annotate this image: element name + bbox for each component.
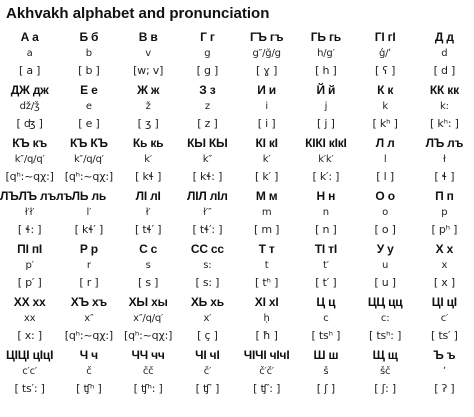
letter-cell: ЧЧ чч bbox=[131, 348, 165, 362]
transliteration-cell: l bbox=[383, 154, 387, 165]
ipa-cell: [ l ] bbox=[376, 170, 394, 183]
ipa-cell: [ d ] bbox=[433, 64, 456, 77]
transliteration-cell: čč bbox=[142, 366, 154, 377]
letter-cell: ЦIЦI цIцI bbox=[6, 348, 54, 362]
letter-cell: Ц ц bbox=[316, 295, 336, 309]
letter-cell: Ж ж bbox=[137, 83, 160, 97]
transliteration-cell: c bbox=[323, 313, 329, 324]
transliteration-cell: x bbox=[441, 260, 448, 271]
transliteration-cell: c′ bbox=[440, 313, 449, 324]
transliteration-cell: xx bbox=[23, 313, 36, 324]
ipa-cell: [ x: ] bbox=[17, 329, 42, 342]
transliteration-cell: k: bbox=[439, 101, 449, 112]
transliteration-cell: k′k′ bbox=[318, 154, 334, 165]
letter-cell: КЪ къ bbox=[12, 136, 48, 150]
translit-line bbox=[0, 99, 474, 115]
transliteration-cell: ł′ł′ bbox=[24, 207, 35, 218]
ipa-cell: [ a ] bbox=[18, 64, 41, 77]
transliteration-cell: c′c′ bbox=[22, 366, 37, 377]
letter-cell: КЪ КЪ bbox=[69, 136, 108, 150]
transliteration-cell: x′ bbox=[203, 313, 212, 324]
ipa-line bbox=[0, 221, 474, 239]
alphabet-row bbox=[0, 294, 474, 347]
ipa-cell: [ tɬ′: ] bbox=[192, 223, 223, 236]
letter-cell: Ч ч bbox=[79, 348, 98, 362]
transliteration-cell: ł′ bbox=[145, 207, 151, 218]
ipa-cell: [ i ] bbox=[257, 117, 276, 130]
letter-cell: Х х bbox=[435, 242, 454, 256]
letter-cell: Е е bbox=[80, 83, 98, 97]
letter-line bbox=[0, 82, 474, 99]
ipa-cell: [ kɬ: ] bbox=[192, 170, 223, 183]
letter-cell: КЫ КЫ bbox=[187, 136, 228, 150]
letter-line bbox=[0, 294, 474, 311]
ipa-cell: [ n ] bbox=[315, 223, 337, 236]
ipa-line bbox=[0, 327, 474, 345]
translit-line bbox=[0, 46, 474, 62]
transliteration-cell: e bbox=[85, 101, 92, 112]
ipa-cell: [ k′: ] bbox=[312, 170, 340, 183]
ipa-cell: [ ħ ] bbox=[255, 329, 278, 342]
letter-cell: ХЫ хы bbox=[128, 295, 168, 309]
letter-cell: Ъ ъ bbox=[433, 348, 456, 362]
letter-cell: М м bbox=[255, 189, 278, 203]
alphabet-row bbox=[0, 135, 474, 188]
ipa-cell: [ k′ ] bbox=[255, 170, 279, 183]
transliteration-cell: ǵ/ʿ bbox=[379, 48, 392, 59]
ipa-cell: [ kɬ′ ] bbox=[74, 223, 104, 236]
transliteration-cell: x″ bbox=[84, 313, 94, 324]
letter-cell: А а bbox=[20, 30, 39, 44]
ipa-cell: [ pʰ ] bbox=[431, 223, 458, 236]
transliteration-cell: k bbox=[382, 101, 388, 112]
letter-cell: К к bbox=[377, 83, 394, 97]
letter-cell: ЛЪЛЪ лълъ bbox=[0, 189, 72, 203]
transliteration-cell: j bbox=[324, 101, 328, 112]
ipa-cell: [ kɬ ] bbox=[135, 170, 162, 183]
letter-cell: Т т bbox=[258, 242, 275, 256]
translit-line bbox=[0, 152, 474, 168]
transliteration-cell: p′ bbox=[25, 260, 34, 271]
transliteration-cell: n bbox=[322, 207, 329, 218]
letter-cell: ГЪ гъ bbox=[249, 30, 284, 44]
transliteration-cell: k″/q/q′ bbox=[14, 154, 45, 165]
transliteration-cell: k″ bbox=[202, 154, 212, 165]
transliteration-cell: x″/q/q′ bbox=[133, 313, 164, 324]
letter-cell: ПI пI bbox=[17, 242, 43, 256]
transliteration-cell: v bbox=[145, 48, 151, 59]
letter-cell: З з bbox=[199, 83, 216, 97]
ipa-cell: [ ɣ ] bbox=[256, 64, 278, 77]
transliteration-cell: c: bbox=[380, 313, 390, 324]
transliteration-cell: z bbox=[204, 101, 210, 112]
letter-cell: С с bbox=[139, 242, 158, 256]
ipa-cell: [ ɬ: ] bbox=[17, 223, 42, 236]
ipa-cell: [qʰ:~qχ:] bbox=[5, 170, 54, 183]
letter-cell: ГI гI bbox=[374, 30, 396, 44]
ipa-cell: [ e ] bbox=[78, 117, 100, 130]
letter-cell: ЛIЛ лIл bbox=[187, 189, 228, 203]
transliteration-cell: o bbox=[382, 207, 389, 218]
letter-cell: ДЖ дж bbox=[10, 83, 49, 97]
letter-cell: Кь кь bbox=[132, 136, 164, 150]
page-title: Akhvakh alphabet and pronunciation bbox=[6, 5, 270, 22]
ipa-cell: [ x ] bbox=[433, 276, 455, 289]
transliteration-cell: š bbox=[323, 366, 329, 377]
transliteration-cell: i bbox=[265, 101, 268, 112]
letter-cell: Г г bbox=[200, 30, 215, 44]
ipa-cell: [ tsʰ: ] bbox=[369, 329, 402, 342]
ipa-cell: [ ʔ ] bbox=[434, 382, 455, 395]
letter-cell: КI кI bbox=[255, 136, 278, 150]
letter-line bbox=[0, 188, 474, 205]
letter-cell: Й й bbox=[316, 83, 336, 97]
ipa-cell: [ j ] bbox=[317, 117, 335, 130]
letter-cell: Л л bbox=[375, 136, 395, 150]
ipa-cell: [qʰ:~qχ:] bbox=[64, 329, 113, 342]
letter-cell: Р р bbox=[79, 242, 98, 256]
letter-cell: Ш ш bbox=[313, 348, 339, 362]
transliteration-cell: č′č′ bbox=[259, 366, 274, 377]
ipa-cell: [ ʃ ] bbox=[316, 382, 336, 395]
ipa-cell: [qʰ:~qχ:] bbox=[64, 170, 113, 183]
letter-cell: ЦI цI bbox=[431, 295, 457, 309]
letter-line bbox=[0, 135, 474, 152]
ipa-cell: [ tɬ′ ] bbox=[134, 223, 162, 236]
ipa-cell: [ ʃ: ] bbox=[374, 382, 397, 395]
ipa-cell: [ g ] bbox=[196, 64, 219, 77]
letter-cell: Щ щ bbox=[372, 348, 398, 362]
letter-cell: ЧIЧI чIчI bbox=[243, 348, 290, 362]
alphabet-row bbox=[0, 29, 474, 82]
ipa-cell: [ z ] bbox=[197, 117, 218, 130]
transliteration-cell: ł bbox=[443, 154, 446, 165]
ipa-cell: [ ʤ ] bbox=[16, 117, 43, 130]
transliteration-cell: dž/ǯ bbox=[19, 101, 40, 112]
transliteration-cell: k′ bbox=[144, 154, 152, 165]
ipa-cell: [ ʧʰ: ] bbox=[133, 382, 163, 395]
ipa-cell: [ tʰ ] bbox=[255, 276, 279, 289]
letter-cell: И и bbox=[257, 83, 276, 97]
ipa-cell: [ p′ ] bbox=[17, 276, 42, 289]
alphabet-row bbox=[0, 347, 474, 400]
transliteration-cell: m bbox=[261, 207, 272, 218]
letter-cell: КК кк bbox=[429, 83, 459, 97]
letter-cell: ХЬ хь bbox=[190, 295, 224, 309]
letter-cell: О о bbox=[375, 189, 395, 203]
ipa-cell: [ ʧʰ ] bbox=[76, 382, 102, 395]
ipa-cell: [ m ] bbox=[253, 223, 280, 236]
translit-line bbox=[0, 205, 474, 221]
transliteration-cell: u bbox=[382, 260, 389, 271]
ipa-cell: [qʰ:~qχ:] bbox=[124, 329, 173, 342]
letter-cell: ЛЬ ль bbox=[71, 189, 107, 203]
letter-cell: Н н bbox=[316, 189, 336, 203]
letter-cell: У у bbox=[376, 242, 394, 256]
letter-cell: ТI тI bbox=[314, 242, 337, 256]
letter-cell: П п bbox=[435, 189, 454, 203]
ipa-cell: [ kʰ ] bbox=[372, 117, 398, 130]
letter-cell: Б б bbox=[79, 30, 99, 44]
ipa-cell: [ o ] bbox=[374, 223, 396, 236]
transliteration-cell: l′ bbox=[86, 207, 92, 218]
translit-line bbox=[0, 311, 474, 327]
letter-cell: ХЪ хъ bbox=[70, 295, 107, 309]
ipa-cell: [ ʧ′: ] bbox=[253, 382, 281, 395]
transliteration-cell: h/g′ bbox=[317, 48, 335, 59]
transliteration-cell: r bbox=[86, 260, 91, 271]
transliteration-cell: a bbox=[26, 48, 33, 59]
transliteration-cell: s: bbox=[203, 260, 212, 271]
ipa-cell: [ kʰ: ] bbox=[430, 117, 459, 130]
letter-line bbox=[0, 29, 474, 46]
letter-line bbox=[0, 347, 474, 364]
ipa-cell: [ h ] bbox=[315, 64, 337, 77]
letter-cell: ЧI чI bbox=[195, 348, 220, 362]
letter-cell: ЛI лI bbox=[135, 189, 161, 203]
row-spacer bbox=[0, 398, 474, 400]
transliteration-cell: d bbox=[441, 48, 448, 59]
letter-cell: ЛЪ лъ bbox=[425, 136, 464, 150]
letter-line bbox=[0, 241, 474, 258]
transliteration-cell: ł′″ bbox=[203, 207, 212, 218]
ipa-cell: [ s ] bbox=[137, 276, 159, 289]
letter-cell: ГЬ гь bbox=[310, 30, 341, 44]
transliteration-cell: ḥ bbox=[263, 313, 270, 324]
ipa-cell: [ b ] bbox=[78, 64, 100, 77]
ipa-line bbox=[0, 115, 474, 133]
ipa-cell: [ s: ] bbox=[195, 276, 220, 289]
transliteration-cell: t bbox=[264, 260, 269, 271]
ipa-cell: [ u ] bbox=[374, 276, 396, 289]
translit-line bbox=[0, 364, 474, 380]
transliteration-cell: p bbox=[441, 207, 448, 218]
letter-cell: ХХ хх bbox=[13, 295, 46, 309]
ipa-cell: [ ɬ ] bbox=[434, 170, 455, 183]
alphabet-row bbox=[0, 241, 474, 294]
letter-cell: ЦЦ цц bbox=[367, 295, 403, 309]
transliteration-cell: t′ bbox=[322, 260, 329, 271]
ipa-cell: [ ʧ′ ] bbox=[195, 382, 220, 395]
translit-line bbox=[0, 258, 474, 274]
ipa-cell: [ tsʰ ] bbox=[311, 329, 341, 342]
transliteration-cell: ʼ bbox=[442, 366, 446, 377]
letter-cell: Д д bbox=[434, 30, 454, 44]
ipa-cell: [ t′ ] bbox=[315, 276, 337, 289]
ipa-line bbox=[0, 274, 474, 292]
transliteration-cell: č bbox=[86, 366, 92, 377]
ipa-line bbox=[0, 62, 474, 80]
letter-cell: СС сс bbox=[190, 242, 224, 256]
alphabet-row bbox=[0, 188, 474, 241]
letter-cell: ХI хI bbox=[254, 295, 279, 309]
ipa-line bbox=[0, 168, 474, 186]
transliteration-cell: s bbox=[145, 260, 151, 271]
ipa-cell: [ r ] bbox=[79, 276, 99, 289]
transliteration-cell: č′ bbox=[203, 366, 212, 377]
ipa-cell: [ ç ] bbox=[197, 329, 218, 342]
letter-cell: В в bbox=[138, 30, 158, 44]
ipa-cell: [ ts′ ] bbox=[431, 329, 458, 342]
ipa-line bbox=[0, 380, 474, 398]
ipa-cell: [ ʕ ] bbox=[375, 64, 396, 77]
transliteration-cell: šč bbox=[379, 366, 391, 377]
ipa-cell: [ ʒ ] bbox=[137, 117, 159, 130]
transliteration-cell: k′ bbox=[262, 154, 271, 165]
transliteration-cell: ž bbox=[145, 101, 151, 112]
alphabet-row bbox=[0, 82, 474, 135]
transliteration-cell: k″/q/q′ bbox=[73, 154, 104, 165]
ipa-cell: [w; v] bbox=[133, 64, 164, 77]
letter-cell: КIКI кIкI bbox=[305, 136, 347, 150]
transliteration-cell: g bbox=[204, 48, 211, 59]
transliteration-cell: b bbox=[85, 48, 92, 59]
ipa-cell: [ ts′: ] bbox=[14, 382, 45, 395]
alphabet-table bbox=[0, 29, 474, 400]
transliteration-cell: g″/ğ/g bbox=[252, 48, 281, 59]
